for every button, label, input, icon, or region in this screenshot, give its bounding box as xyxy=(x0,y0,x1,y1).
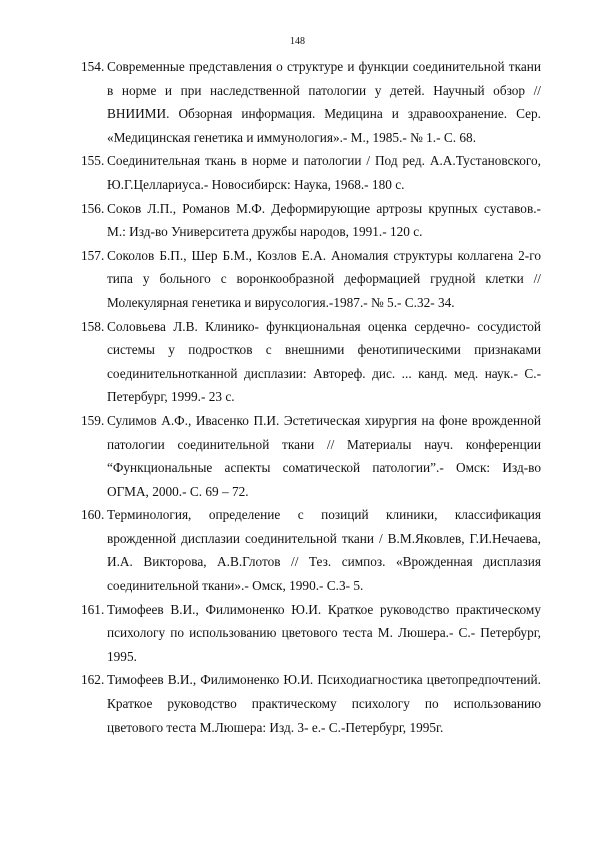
reference-number: 158. xyxy=(81,318,105,334)
reference-text: Тимофеев В.И., Филимоненко Ю.И. Психодиагностика цветопредпочтений. Краткое руководство практическому психологу по использованию цветового теста М.Люшера: Изд. 3- е.- С.-Петербург, 1995г. xyxy=(107,672,541,735)
reference-number: 162. xyxy=(81,672,105,688)
page-number: 148 xyxy=(290,36,305,47)
reference-number: 161. xyxy=(81,601,105,617)
reference-number: 156. xyxy=(81,200,105,216)
reference-item xyxy=(81,409,541,503)
reference-text: Соков Л.П., Романов М.Ф. Деформирующие артрозы крупных суставов.- М.: Изд-во Университета дружбы народов, 1991.- 120 с. xyxy=(107,200,541,240)
reference-text: Современные представления о структуре и функции соединительной ткани в норме и при наследственной патологии у детей. Научный обзор // ВНИИМИ. Обзорная информация. Медицина и здравоохранение. Сер. «Медицинская генетика и иммунология».- М., 1985.- № 1.- С. 68. xyxy=(107,59,541,145)
reference-item xyxy=(81,55,541,149)
reference-text: Тимофеев В.И., Филимоненко Ю.И. Краткое руководство практическому психологу по использованию цветового теста М. Люшера.- С.- Петербург, 1995. xyxy=(107,601,541,664)
reference-text: Соколов Б.П., Шер Б.М., Козлов Е.А. Аномалия структуры коллагена 2-го типа у больного с воронкообразной деформацией грудной клетки // Молекулярная генетика и вирусология.-1987.- № 5.- С.32- 34. xyxy=(107,247,541,310)
reference-item xyxy=(81,315,541,409)
reference-item xyxy=(81,598,541,669)
reference-number: 157. xyxy=(81,247,105,263)
reference-text: Сулимов А.Ф., Ивасенко П.И. Эстетическая хирургия на фоне врожденной патологии соединительной ткани // Материалы науч. конференции “Функциональные аспекты соматической патологии”.- Омск: Изд-во ОГМА, 2000.- С. 69 – 72. xyxy=(107,412,541,499)
reference-item xyxy=(81,197,541,244)
reference-text: Соловьева Л.В. Клинико- функциональная оценка сердечно- сосудистой системы у подростков с внешними фенотипическими признаками соединительнотканной дисплазии: Автореф. дис. ... канд. мед. наук.- С.-Петербург, 1999.- 23 с. xyxy=(107,318,541,405)
reference-number: 160. xyxy=(81,507,105,523)
reference-text: Соединительная ткань в норме и патологии / Под ред. А.А.Тустановского, Ю.Г.Целлариуса.- Новосибирск: Наука, 1968.- 180 с. xyxy=(107,153,541,192)
reference-list xyxy=(81,55,541,739)
reference-item xyxy=(81,149,541,196)
reference-number: 155. xyxy=(81,153,105,169)
reference-item xyxy=(81,668,541,739)
reference-text: Терминология, определение с позиций клиники, классификация врожденной дисплазии соединительной ткани / В.М.Яковлев, Г.И.Нечаева, И.А. Викторова, А.В.Глотов // Тез. симпоз. «Врожденная дисплазия соединительной ткани».- Омск, 1990.- С.3- 5. xyxy=(107,507,541,594)
reference-number: 154. xyxy=(81,59,105,74)
reference-item xyxy=(81,244,541,315)
reference-number: 159. xyxy=(81,412,105,428)
reference-item xyxy=(81,503,541,597)
